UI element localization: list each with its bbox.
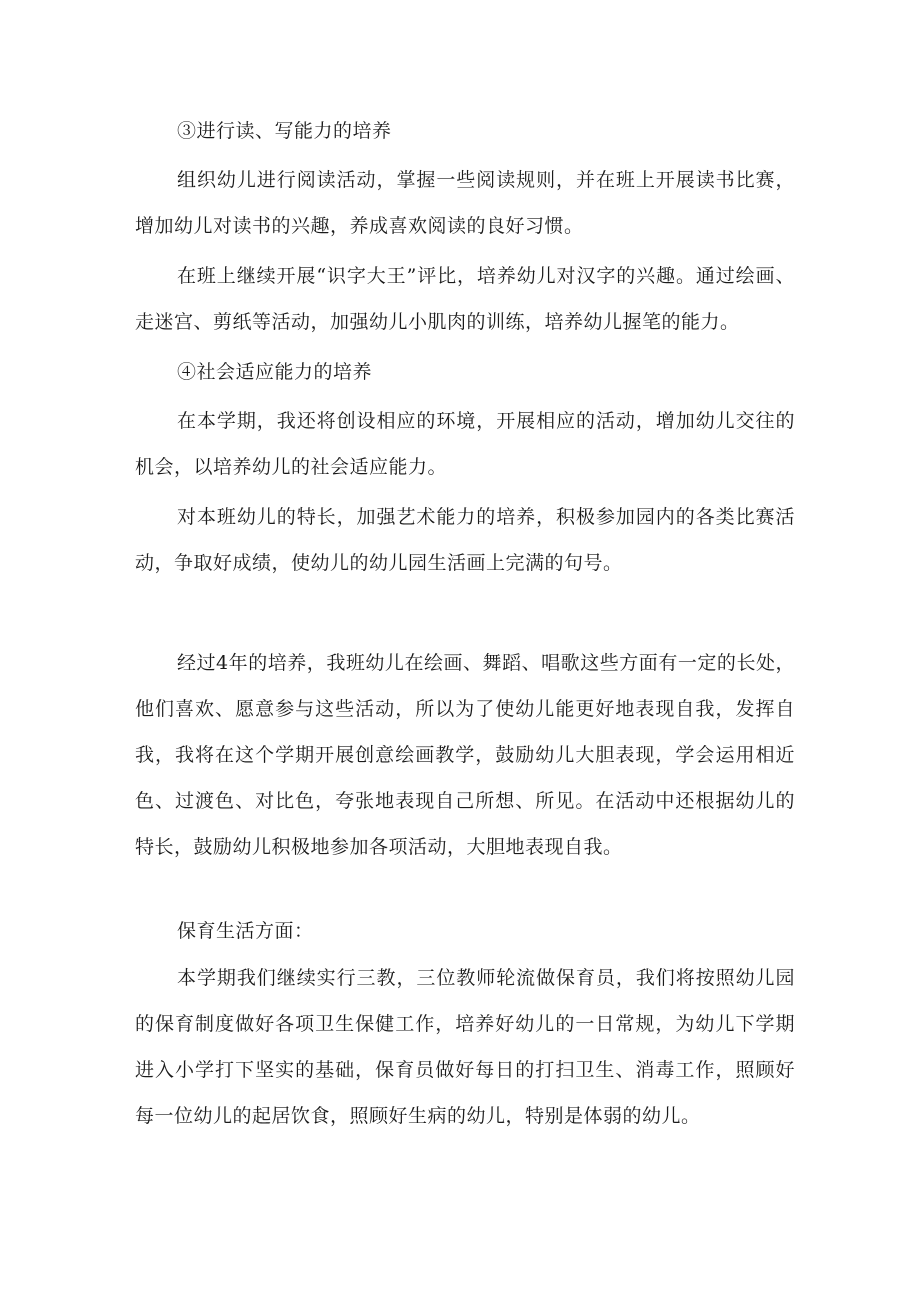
paragraph-reading-activities: 组织幼儿进行阅读活动，掌握一些阅读规则，并在班上开展读书比赛，增加幼儿对读书的兴趣，养成喜欢阅读的良好习惯。 — [135, 169, 795, 237]
paragraph-social-environment: 在本学期，我还将创设相应的环境，开展相应的活动，增加幼儿交往的机会，以培养幼儿的社会适应能力。 — [135, 410, 795, 478]
paragraph-literacy-king: 在班上继续开展“识字大王”评比，培养幼儿对汉字的兴趣。通过绘画、走迷宫、剪纸等活动，加强幼儿小肌肉的训练，培养幼儿握笔的能力。 — [135, 265, 795, 333]
section-heading-social-adaptation: ④社会适应能力的培养 — [177, 361, 373, 383]
paragraph-care-work: 本学期我们继续实行三教，三位教师轮流做保育员，我们将按照幼儿园的保育制度做好各项卫生保健工作，培养好幼儿的一日常规，为幼儿下学期进入小学打下坚实的基础，保育员做好每日的打扫卫生、消毒工作，照顾好每一位幼儿的起居饮食，照顾好生病的幼儿，特别是体弱的幼儿。 — [135, 967, 795, 1127]
paragraph-art-talent: 对本班幼儿的特长，加强艺术能力的培养，积极参加园内的各类比赛活动，争取好成绩，使幼儿的幼儿园生活画上完满的句号。 — [135, 506, 795, 574]
section-heading-reading-writing: ③进行读、写能力的培养 — [177, 120, 392, 142]
paragraph-four-years-training: 经过4年的培养，我班幼儿在绘画、舞蹈、唱歌这些方面有一定的长处，他们喜欢、愿意参与这些活动，所以为了使幼儿能更好地表现自我，发挥自我，我将在这个学期开展创意绘画教学，鼓励幼儿大胆表现，学会运用相近色、过渡色、对比色，夸张地表现自己所想、所见。在活动中还根据幼儿的特长，鼓励幼儿积极地参加各项活动，大胆地表现自我。 — [135, 652, 795, 858]
section-heading-care-life: 保育生活方面： — [177, 920, 314, 942]
